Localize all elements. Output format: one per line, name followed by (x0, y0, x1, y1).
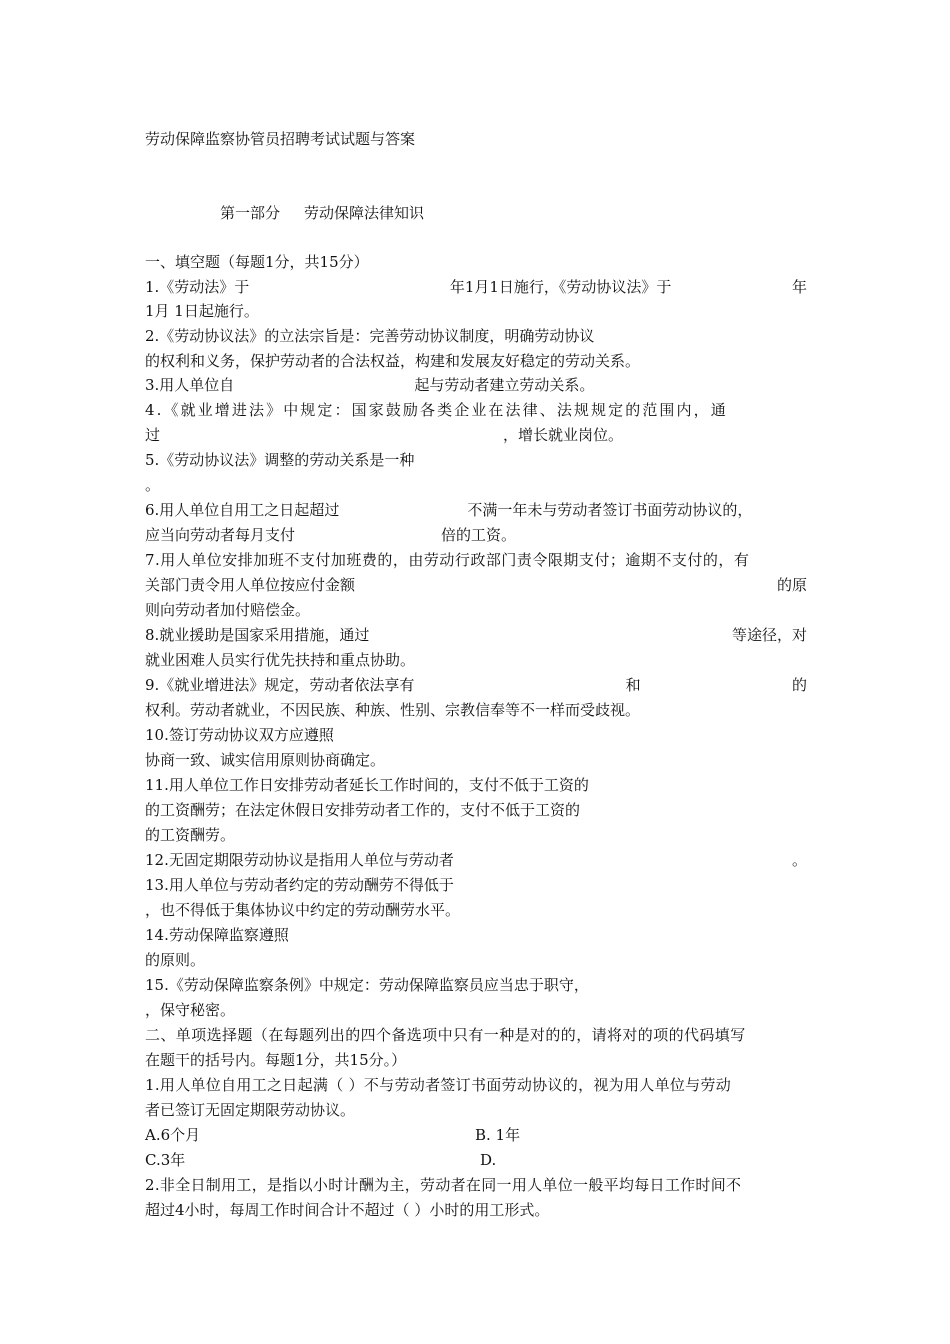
choice-q2-line2: 超过4小时，每周工作时间合计不超过（ ）小时的用工形式。 (145, 1201, 550, 1219)
fill-q8-text-a2: 等途径，对 (731, 626, 807, 644)
document-title: 劳动保障监察协管员招聘考试试题与答案 (145, 130, 416, 148)
fill-q14-line2: 的原则。 (145, 951, 206, 969)
fill-q5-line1: 5.《劳动协议法》调整的劳动关系是一种 (145, 451, 415, 469)
fill-q5-line2: 。 (145, 476, 161, 494)
part-title: 劳动保障法律知识 (304, 204, 425, 222)
fill-q9-line2: 权利。劳动者就业，不因民族、种族、性别、宗教信奉等不一样而受歧视。 (145, 701, 641, 719)
fill-q8-line2: 就业困难人员实行优先扶持和重点协助。 (145, 651, 416, 669)
choice-q1-options-row2 (145, 1149, 807, 1171)
fill-q10-line1: 10.签订劳动协议双方应遵照 (145, 726, 334, 744)
fill-q7-text-b1: 关部门责令用人单位按应付金额 (145, 576, 356, 594)
fill-q10-line2: 协商一致、诚实信用原则协商确定。 (145, 751, 386, 769)
fill-q15-line2: ，保守秘密。 (145, 1001, 236, 1019)
fill-q3-line (145, 374, 807, 396)
fill-q4-line2 (145, 424, 807, 446)
fill-q6-line2 (145, 524, 807, 546)
fill-q12-text-a2: 。 (791, 851, 807, 869)
fill-q11-line3: 的工资酬劳。 (145, 826, 236, 844)
fill-q11-line2: 的工资酬劳；在法定休假日安排劳动者工作的，支付不低于工资的 (145, 801, 581, 819)
fill-q13-line2: ，也不得低于集体协议中约定的劳动酬劳水平。 (145, 901, 461, 919)
choice-q1-option-b: B. 1年 (475, 1126, 521, 1144)
fill-q12-line (145, 849, 807, 871)
fill-section-heading: 一、填空题（每题1分，共15分） (145, 253, 369, 271)
fill-q15-line1: 15.《劳动保障监察条例》中规定：劳动保障监察员应当忠于职守， (145, 976, 589, 994)
fill-q8-text-a1: 8.就业援助是国家采用措施，通过 (145, 626, 370, 644)
fill-q1-text-a: 1.《劳动法》于 (145, 278, 250, 296)
choice-q2-line1: 2.非全日制用工，是指以小时计酬为主，劳动者在同一用人单位一般平均每日工作时间不 (145, 1176, 742, 1194)
fill-q7-line1: 7.用人单位安排加班不支付加班费的，由劳动行政部门责令限期支付；逾期不支付的，有 (145, 551, 750, 569)
choice-section-heading-line1: 二、单项选择题（在每题列出的四个备选项中只有一种是对的的，请将对的项的代码填写 (145, 1026, 746, 1044)
fill-q1-text-b: 年1月1日施行，《劳动协议法》于 (449, 278, 672, 296)
fill-q9-text-a2: 和 (625, 676, 641, 694)
fill-q6-text-b2: 倍的工资。 (441, 526, 517, 544)
fill-q14-line1: 14.劳动保障监察遵照 (145, 926, 289, 944)
fill-q6-text-a2: 不满一年未与劳动者签订书面劳动协议的， (467, 501, 753, 519)
fill-q6-text-a1: 6.用人单位自用工之日起超过 (145, 501, 340, 519)
fill-q9-line1 (145, 674, 807, 696)
fill-q3-text-a: 3.用人单位自 (145, 376, 235, 394)
fill-q13-line1: 13.用人单位与劳动者约定的劳动酬劳不得低于 (145, 876, 454, 894)
fill-q12-text-a1: 12.无固定期限劳动协议是指用人单位与劳动者 (145, 851, 454, 869)
fill-q8-line1 (145, 624, 807, 646)
fill-q9-text-a1: 9.《就业增进法》规定，劳动者依法享有 (145, 676, 415, 694)
choice-q1-line1: 1.用人单位自用工之日起满（ ）不与劳动者签订书面劳动协议的，视为用人单位与劳动 (145, 1076, 732, 1094)
fill-q1-line2: 1月 1日起施行。 (145, 302, 259, 320)
fill-q6-text-b1: 应当向劳动者每月支付 (145, 526, 296, 544)
part-label: 第一部分 (220, 204, 281, 222)
fill-q4-text-b1: 过 (145, 426, 161, 444)
fill-q7-line2 (145, 574, 807, 596)
fill-q11-line1: 11.用人单位工作日安排劳动者延长工作时间的，支付不低于工资的 (145, 776, 589, 794)
fill-q1-line1 (145, 276, 807, 298)
fill-q9-text-a3: 的 (791, 676, 807, 694)
choice-q1-option-c: C.3年 (145, 1151, 186, 1169)
fill-q2-line2: 的权利和义务，保护劳动者的合法权益，构建和发展友好稳定的劳动关系。 (145, 352, 641, 370)
choice-q1-option-d: D. (480, 1151, 497, 1169)
fill-q4-line1: 4.《就业增进法》中规定：国家鼓励各类企业在法律、法规规定的范围内，通 (145, 401, 728, 419)
fill-q7-line3: 则向劳动者加付赔偿金。 (145, 601, 311, 619)
fill-q1-text-c: 年 (791, 278, 807, 296)
fill-q7-text-b2: 的原 (776, 576, 807, 594)
fill-q2-line1: 2.《劳动协议法》的立法宗旨是：完善劳动协议制度，明确劳动协议 (145, 327, 595, 345)
choice-q1-line2: 者已签订无固定期限劳动协议。 (145, 1101, 356, 1119)
part-heading (220, 202, 620, 224)
fill-q4-text-b2: ，增长就业岗位。 (503, 426, 624, 444)
choice-q1-option-a: A.6个月 (145, 1126, 201, 1144)
choice-q1-options-row1 (145, 1124, 807, 1146)
fill-q3-text-b: 起与劳动者建立劳动关系。 (414, 376, 595, 394)
fill-q6-line1 (145, 499, 807, 521)
choice-section-heading-line2: 在题干的括号内。每题1分，共15分。） (145, 1051, 407, 1069)
